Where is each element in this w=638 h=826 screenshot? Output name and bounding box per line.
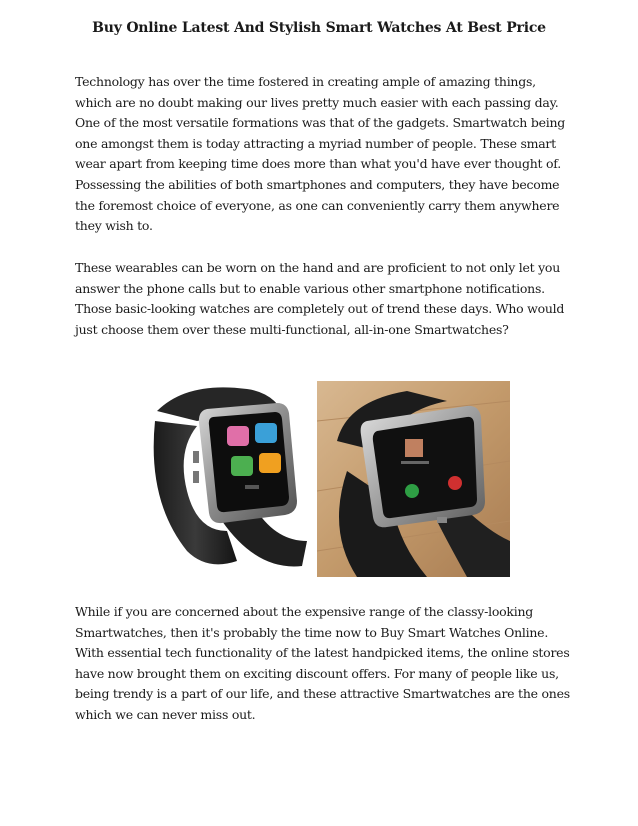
paragraph-buy-online: While if you are concerned about the expensive range of the classy-looking Smartwatches, then it's probably the time now to Buy Smart Watches Online. With essential tech functionality of the latest handpicked items, the online stores have now brought them on exciting discount offers. For many of people like us, being trendy is a part of our life, and these attractive Smartwatches are the ones which we can never miss out. bbox=[75, 604, 570, 722]
paragraph-wearables: These wearables can be worn on the hand and are proficient to not only let you answer the phone calls but to enable various other smartphone notifications. Those basic-looking watches are completely out of trend these days. Who would just choose them over these multi-functional, all-in-one Smartwatches? bbox=[75, 260, 565, 337]
smartwatch-image-icon bbox=[127, 381, 313, 577]
paragraph-intro: Technology has over the time fostered in creating ample of amazing things, which are no doubt making our lives pretty much easier with each passing day. One of the most versatile formations was that of the gadgets. Smartwatch being one amongst them is today attracting a myriad number of people. These smart wear apart from keeping time does more than what you'd have ever thought of. Possessing the abilities of both smartphones and computers, they have become the foremost choice of everyone, as one can conveniently carry them anywhere they wish to. bbox=[75, 74, 566, 234]
page-title: Buy Online Latest And Stylish Smart Watches At Best Price bbox=[92, 20, 546, 36]
smartwatch-photo-1 bbox=[127, 381, 313, 577]
smartwatch-photo-2 bbox=[317, 381, 510, 577]
smartwatch-on-wood-icon bbox=[317, 381, 510, 577]
